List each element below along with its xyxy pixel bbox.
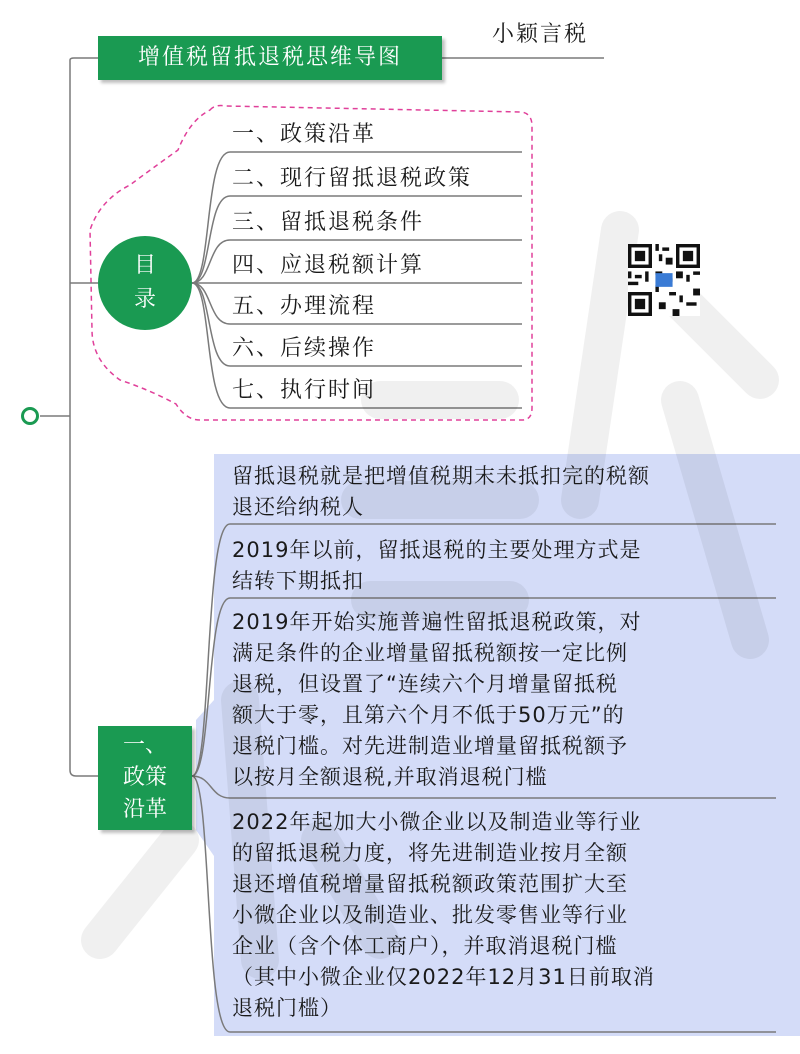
qr-code-icon bbox=[628, 244, 700, 316]
policy-paragraph bbox=[232, 535, 772, 597]
paragraph-line: 退还增值税增量留抵税额政策范围扩大至 bbox=[232, 872, 628, 896]
toc-node[interactable] bbox=[98, 236, 192, 330]
section1-label-line1: 一、 bbox=[122, 733, 167, 758]
toc-item[interactable]: 一、政策沿革 bbox=[232, 122, 377, 147]
paragraph-line: 退税门槛） bbox=[232, 996, 342, 1020]
toc-item[interactable]: 四、应退税额计算 bbox=[232, 253, 425, 278]
paragraph-line: 退税门槛。对先进制造业增量留抵税额予 bbox=[232, 734, 628, 758]
paragraph-line: 小微企业以及制造业、批发零售业等行业 bbox=[232, 903, 628, 927]
policy-paragraph bbox=[232, 461, 772, 523]
author-label: 小颖言税 bbox=[491, 22, 588, 47]
toc-item[interactable]: 六、后续操作 bbox=[232, 336, 377, 361]
toc-label-line2: 录 bbox=[133, 287, 156, 312]
policy-paragraph bbox=[232, 807, 772, 1024]
paragraph-line: 留抵退税就是把增值税期末未抵扣完的税额 bbox=[232, 464, 650, 488]
paragraph-line: 额大于零，且第六个月不低于50万元”的 bbox=[232, 703, 625, 727]
policy-paragraph bbox=[232, 607, 772, 793]
toc-item[interactable]: 三、留抵退税条件 bbox=[232, 210, 425, 235]
toc-item[interactable]: 五、办理流程 bbox=[232, 294, 377, 319]
paragraph-line: 满足条件的企业增量留抵税额按一定比例 bbox=[232, 641, 628, 665]
paragraph-line: 退还给纳税人 bbox=[232, 495, 364, 519]
section1-label-line3: 沿革 bbox=[122, 797, 167, 822]
section1-label-line2: 政策 bbox=[122, 765, 167, 790]
toc-item[interactable]: 七、执行时间 bbox=[232, 378, 377, 403]
paragraph-line: 结转下期抵扣 bbox=[232, 569, 364, 593]
paragraph-line: 的留抵退税力度，将先进制造业按月全额 bbox=[232, 841, 628, 865]
paragraph-line: 退税，但设置了“连续六个月增量留抵税 bbox=[232, 672, 618, 696]
toc-label-line1: 目 bbox=[133, 253, 156, 278]
paragraph-line: （其中小微企业仅2022年12月31日前取消 bbox=[232, 965, 655, 989]
paragraph-line: 2022年起加大小微企业以及制造业等行业 bbox=[232, 810, 642, 834]
paragraph-line: 以按月全额退税,并取消退税门槛 bbox=[232, 765, 548, 789]
paragraph-line: 2019年以前，留抵退税的主要处理方式是 bbox=[232, 538, 642, 562]
root-node bbox=[23, 409, 38, 424]
section1-node[interactable] bbox=[98, 726, 192, 830]
toc-item[interactable]: 二、现行留抵退税政策 bbox=[232, 166, 473, 191]
paragraph-line: 2019年开始实施普遍性留抵退税政策，对 bbox=[232, 610, 642, 634]
map-title: 增值税留抵退税思维导图 bbox=[98, 36, 442, 80]
paragraph-line: 企业（含个体工商户），并取消退税门槛 bbox=[232, 934, 618, 958]
